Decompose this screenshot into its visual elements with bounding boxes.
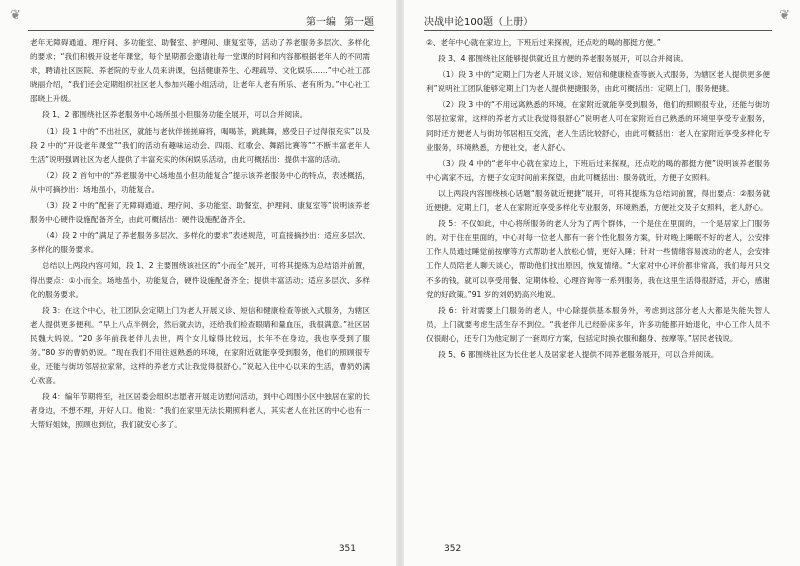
page-number: 352 xyxy=(444,544,462,554)
right-page xyxy=(404,0,800,566)
paragraph: （2）段 3 中的“不用远离熟悉的环境，在家附近就能享受到服务，他们的照顾很专业，还能与街坊邻居拉家常，这样的养老方式让我觉得很舒心”说明老人可在家附近自己熟悉的环境里享受专业服务，同时还方便老人与街坊邻居相互交流，老人生活比较舒心，由此可概括出：老人在家附近享受多样化专业服务，环境熟悉，方便社交，老人舒心。 xyxy=(426,100,770,152)
right-page-header xyxy=(424,10,772,31)
paragraph: 段 4：编年节期将至，社区居委会组织志愿者开展走访慰问活动，到中心周围小区中独居在家的长者身边，不想不理，开好人口。他说：“我们在家里无法长期照料老人，其实老人在社区的中心也有一大帮好姐妹，照顾也到位，我们就安心多了。 xyxy=(30,392,370,430)
header-chapter: 第一编 xyxy=(306,16,336,28)
paragraph: 段 3：在这个中心，社工团队会定期上门为老人开展义诊、短信和健康检查等嵌入式服务，为辖区老人提供更多便利。“早上八点半例会，然后就去访，还给我们检查眼睛和量血压，我很满意。”社区居民魏大妈说。“20 多年前我老伴儿去世，两个女儿嫁得比较远，长年不在身边，我也享受到了服务。”80 岁的曹奶奶说。“现在我们不用往返熟悉的环境，在家附近就能享受到服务，他们的照顾很专业，还能与街坊邻居拉家常，这样的养老方式让我觉得很舒心。”说起入住中心以来的生活，曹奶奶满心欢喜。 xyxy=(30,305,370,386)
right-page-body xyxy=(426,36,770,532)
paragraph: ②、老年中心就在家边上，下班后过来探视，还点吃的喝的都挺方便。” xyxy=(426,38,661,47)
paragraph: 段 6：针对需要上门服务的老人，中心除提供基本服务外，考虑到这部分老人大都是失能失智人员，上门就要考虑生活生存不到位。“我老伴儿已经卧床多年，许多功能都开始退化，中心工作人员不仅很耐心，还专门为他定制了一套周疗方案，包括定时换衣服和翻身、按摩等。”居民老钱说。 xyxy=(426,305,770,343)
paragraph: 以上两段内容围绕核心话题“服务就近便捷”展开，可将其提炼为总结词前置，得出要点：②服务就近便捷。定期上门，老人在家附近享受多样化专业服务，环境熟悉，方便社交及子女照料，老人舒心。 xyxy=(426,188,770,213)
paragraph: 段 1、2 都围绕社区养老服务中心场所虽小但服务功能全展开，可以合并阅读。 xyxy=(42,110,308,120)
paragraph: （4）段 2 中的“满足了养老服务多层次、多样化的要求”表述规范，可直接摘抄出：适应多层次、多样化的服务要求。 xyxy=(30,231,370,255)
header-title: 第一题 xyxy=(344,16,374,28)
left-page-header xyxy=(28,10,374,31)
paragraph: 段 3、4 都围绕社区能够提供就近且方便的养老服务展开，可以合并阅读。 xyxy=(438,54,689,64)
paragraph: 段 5、6 都围绕社区为长住老人及居家老人提供不同养老服务展开，可以合并阅读。 xyxy=(438,349,719,359)
left-page-body xyxy=(30,36,370,532)
paragraph: （1）段 1 中的“不出社区，就能与老伙伴搓搓麻将，喝喝茶，跳跳舞，感受日子过得很充实”以及段 2 中的“开设老年课堂”“我们的活动有趣味运动会、四雨、红歌会、舞蹈比赛等”“不断丰富老年人生活”说明强调社区为老人提供了丰富充实的休闲娱乐活动，由此可概括出：提供丰富的活动。 xyxy=(30,126,370,164)
page-number: 351 xyxy=(338,544,356,554)
leaf-ornament-icon: ❦ xyxy=(779,8,790,23)
paragraph: （3）段 2 中的“配套了无障碍通道、理疗间、多功能室、助餐室、护理间、康复室等”说明该养老服务中心硬件设施配备齐全，由此可概括出：硬件设施配备齐全。 xyxy=(30,201,370,225)
paragraph: （2）段 2 首句中的“养老服务中心场地虽小但功能复合”提示该养老服务中心的特点，表述概括，从中可摘抄出：场地虽小，功能复合。 xyxy=(30,170,370,194)
leaf-ornament-icon: ❦ xyxy=(10,8,21,23)
paragraph: 段 5：不仅如此，中心将所服务的老人分为了两个群体，一个是住在里面的，一个是居家上门服务的。对于住在里面的，中心对每一位老人都有一套个性化服务方案，针对晚上睡眠不好的老人，公安排工作人员通过睡觉前按摩等方式帮助老人放松心情，更好入睡；针对一些情绪容易波动的老人，会安排工作人员陪老人聊天谈心，帮助他们找出原因，恢复情绪。“大家对中心评价都非常高，我们每月只交不多的钱，就可以享受用餐、定期体检、心理咨询等一系列服务，我在这里生活得很舒适，开心，感谢党的好政策。”91 岁的刘奶奶高兴地说。 xyxy=(426,219,770,299)
paragraph: 总结以上两段内容可知，段 1、2 主要围绕该社区的“小而全”展开，可将其提炼为总结语并前置，得出要点：①小而全。场地虽小，功能复合，硬件设施配备齐全；提供丰富活动；适应多层次、多样化的服务要求。 xyxy=(30,261,370,299)
paragraph: 老年无障碍通道、理疗间、多功能室、助餐室、护理间、康复室等，活动了养老服务多层次、多样化的要求；“我们积极开设老年课堂，每个星期都会邀请社每一堂课的时间和内容都根据老年人的不同需求，聘请社区医院、养老院的专业人员来讲课，包括健康养生、心理疏导、文化娱乐……”中心社工邵晓丽介绍，“我们还会定期组织社区老人参加兴趣小组活动，让老年人老有所乐、老有所为。”中心社工邵晓上升级。 xyxy=(30,38,370,104)
book-gutter xyxy=(396,0,404,566)
paragraph: （3）段 4 中的“老年中心就在家边上，下班后过来探视，还点吃的喝的都挺方便”说明该养老服务中心离家不远，方便子女定时间前来探望，由此可概括出：服务就近，方便子女照料。 xyxy=(426,158,770,182)
left-page xyxy=(0,0,396,566)
paragraph: （1）段 3 中的“定期上门为老人开展义诊、短信和健康检查等嵌入式服务，为辖区老人提供更多便利”说明社工团队能够定期上门为老人提供便捷服务，由此可概括出：定期上门，服务便捷。 xyxy=(426,70,770,94)
header-title: 决战申论100题（上册） xyxy=(424,16,534,28)
